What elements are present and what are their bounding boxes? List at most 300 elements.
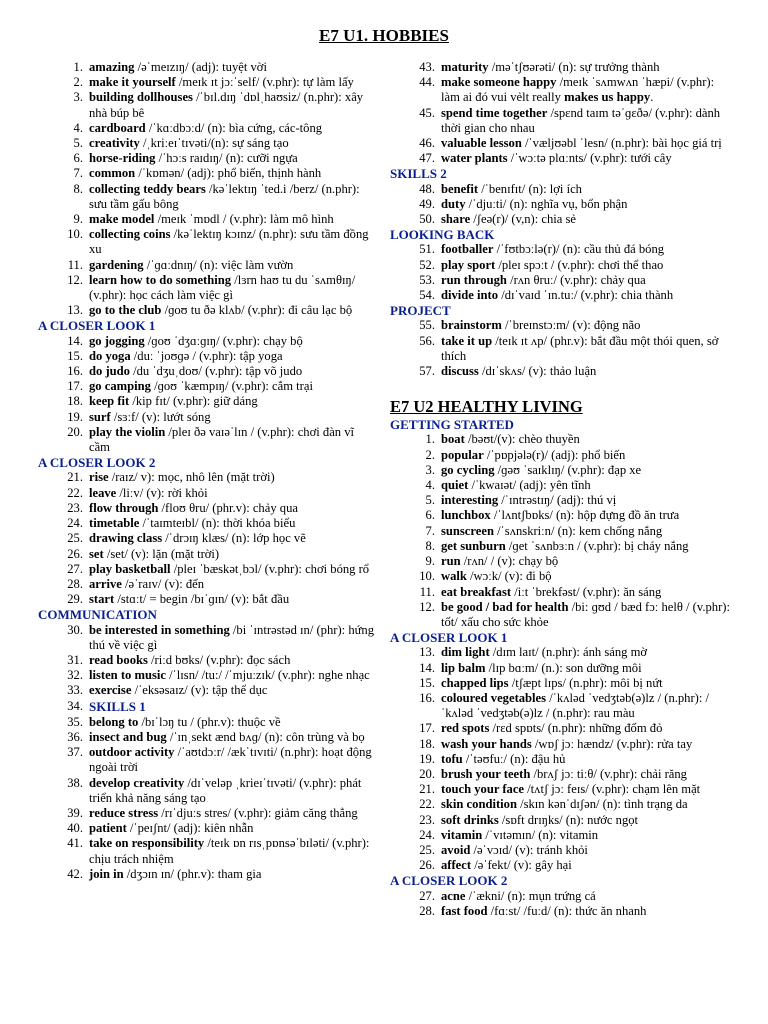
- entry-term: join in: [89, 866, 124, 881]
- page-title: E7 U1. HOBBIES: [319, 26, 449, 45]
- entry-body: [441, 508, 730, 523]
- entry-term: vitamin: [441, 827, 483, 842]
- entry-body: [441, 889, 730, 904]
- entry-number: 38.: [67, 775, 83, 790]
- entry-number: 22.: [419, 797, 435, 812]
- entry-term: leave: [89, 485, 117, 500]
- entry-number: 23.: [419, 812, 435, 827]
- vocab-entry: [38, 486, 378, 501]
- entry-number: 8.: [425, 538, 435, 553]
- vocab-entry: [390, 136, 730, 151]
- entry-definition: /məˈtʃʊərəti/ (n): sự trưởng thành: [488, 60, 660, 74]
- entry-number: 15.: [67, 348, 83, 363]
- vocab-entry: [38, 227, 378, 257]
- entry-body: [89, 516, 378, 531]
- entry-term: be interested in something: [89, 622, 230, 637]
- entry-number: 52.: [419, 257, 435, 272]
- entry-term: maturity: [441, 60, 489, 74]
- section-heading: SKILLS 2: [390, 166, 447, 182]
- entry-term: makes us happy: [564, 90, 651, 105]
- entry-term: lunchbox: [441, 508, 491, 523]
- entry-definition: /əˈvɔɪd/ (v): tránh khỏi: [470, 842, 588, 857]
- entry-body: [89, 470, 378, 485]
- entry-body: [441, 737, 730, 752]
- entry-definition: /ɡoʊ ˈkæmpɪŋ/ (v.phr): cắm trại: [150, 379, 313, 394]
- entry-definition: /ˈɪnˌsekt ænd bʌɡ/ (n): côn trùng và bọ: [166, 729, 365, 744]
- vocab-entry: [390, 767, 730, 782]
- entry-definition: /kip fɪt/ (v.phr): giữ dáng: [129, 394, 258, 409]
- entry-definition: /bi: ɡʊd / bæd fɔː helθ / (v.phr): tốt/ xấu cho sức khỏe: [441, 599, 730, 629]
- vocab-entry: [390, 106, 730, 136]
- entry-term: avoid: [441, 842, 471, 857]
- entry-definition: /dɪˈskʌs/ (v): thảo luận: [478, 364, 597, 379]
- entry-number: 40.: [67, 821, 83, 836]
- entry-term: eat breakfast: [441, 584, 512, 599]
- entry-definition: /rɪˈdjuːs stres/ (v.phr): giảm căng thẳng: [158, 805, 358, 820]
- entry-body: [441, 797, 730, 812]
- entry-term: fast food: [441, 903, 488, 918]
- entry-definition: /fɑːst/ /fuːd/ (n): thức ăn nhanh: [487, 903, 647, 918]
- entry-term: take it up: [441, 333, 493, 348]
- entry-definition: /iːt ˈbrekfəst/ (v.phr): ăn sáng: [511, 584, 662, 599]
- entry-body: [89, 90, 378, 120]
- entry-body: [441, 288, 730, 303]
- entry-body: [441, 813, 730, 828]
- entry-body: [441, 60, 730, 75]
- entry-definition: /ˈbreɪnstɔːm/ (v): động não: [501, 318, 641, 333]
- entry-term: play basketball: [89, 561, 171, 576]
- entry-term: chapped lips: [441, 675, 509, 690]
- vocab-entry: [390, 691, 730, 721]
- entry-definition: /sɒft drɪŋks/ (n): nước ngọt: [498, 812, 639, 827]
- entry-term: brush your teeth: [441, 766, 531, 781]
- vocab-entry: [38, 699, 378, 715]
- entry-term: brainstorm: [441, 318, 502, 333]
- entry-term: take on responsibility: [89, 836, 205, 851]
- entry-number: 2.: [73, 75, 83, 90]
- entry-number: 53.: [419, 272, 435, 287]
- entry-body: [441, 258, 730, 273]
- entry-number: 3.: [425, 462, 435, 477]
- entry-body: [441, 242, 730, 257]
- entry-number: 22.: [67, 485, 83, 500]
- entry-number: 24.: [419, 827, 435, 842]
- entry-term: valuable lesson: [441, 136, 522, 151]
- entry-definition: /ˈdrɔɪŋ klæs/ (n): lớp học vẽ: [162, 531, 306, 546]
- entry-term: exercise: [89, 683, 132, 698]
- entry-body: [89, 60, 378, 75]
- entry-number: 18.: [67, 394, 83, 409]
- entry-term: be good / bad for health: [441, 599, 569, 614]
- section-heading: A CLOSER LOOK 1: [390, 630, 508, 646]
- entry-definition: /set/ (v): lặn (mặt trời): [103, 546, 220, 561]
- entry-body: [89, 379, 378, 394]
- entry-definition: /tʃæpt lɪps/ (n.phr): môi bị nứt: [508, 675, 663, 690]
- entry-definition: /tʌtʃ jɔː feɪs/ (v.phr): chạm lên mặt: [524, 782, 701, 797]
- entry-number: 6.: [73, 151, 83, 166]
- entry-number: 10.: [67, 227, 83, 242]
- entry-term: tofu: [441, 751, 463, 766]
- vocab-entry: [38, 90, 378, 120]
- entry-definition: /ˈkɒmən/ (adj): phổ biến, thịnh hành: [135, 166, 322, 181]
- vocab-entry: [390, 478, 730, 493]
- entry-body: [441, 721, 730, 736]
- entry-number: 17.: [419, 721, 435, 736]
- entry-term: go to the club: [89, 303, 162, 318]
- entry-term: insect and bug: [89, 729, 167, 744]
- entry-body: [89, 715, 378, 730]
- entry-definition: /ʃeə(r)/ (v,n): chia sẻ: [470, 212, 576, 227]
- entry-term: coloured vegetables: [441, 690, 547, 705]
- entry-term: go jogging: [89, 333, 145, 348]
- entry-number: 31.: [67, 652, 83, 667]
- entry-term: start: [89, 592, 115, 607]
- entry-body: [89, 562, 378, 577]
- entry-definition: /ˈækni/ (n): mụn trứng cá: [465, 888, 596, 903]
- vocab-entry: [390, 676, 730, 691]
- entry-number: 27.: [419, 888, 435, 903]
- entry-number: 26.: [67, 546, 83, 561]
- entry-term: patient: [89, 821, 127, 836]
- vocab-entry: [38, 730, 378, 745]
- vocab-entry: [38, 836, 378, 866]
- entry-body: [89, 334, 378, 349]
- entry-body: [441, 645, 730, 660]
- entry-term: sunscreen: [441, 523, 494, 538]
- entry-number: 49.: [419, 196, 435, 211]
- entry-number: 16.: [419, 690, 435, 705]
- entry-definition: /ˈkɑːdbɔːd/ (n): bìa cứng, các-tông: [145, 120, 323, 135]
- entry-definition: /ˈbɪl.dɪŋ ˈdɒlˌhaʊsiz/ (n.phr): xây nhà búp bê: [89, 90, 364, 120]
- entry-body: [441, 676, 730, 691]
- vocab-entry: [38, 258, 378, 273]
- vocab-entry: [38, 592, 378, 607]
- vocab-entry: [390, 782, 730, 797]
- entry-body: [89, 486, 378, 501]
- vocab-entry: [38, 410, 378, 425]
- entry-definition: /ˈfʊtbɔːlə(r)/ (n): cầu thủ đá bóng: [493, 242, 665, 257]
- vocab-entry: [38, 121, 378, 136]
- entry-body: [89, 531, 378, 546]
- entry-definition: /bɪˈlɔŋ tu / (phr.v): thuộc về: [138, 714, 281, 729]
- entry-definition: /kəˈlektɪŋ ˈted.i /berz/ (n.phr): sưu tầm gấu bông: [89, 181, 360, 211]
- section-heading: A CLOSER LOOK 2: [390, 873, 508, 889]
- vocab-entry: [390, 813, 730, 828]
- entry-term: red spots: [441, 721, 490, 736]
- entry-term: creativity: [89, 136, 140, 151]
- entry-number: 36.: [67, 729, 83, 744]
- entry-body: [89, 303, 378, 318]
- entry-number: 51.: [419, 242, 435, 257]
- entry-definition: /dʒɔɪn ɪn/ (phr.v): tham gia: [123, 866, 262, 881]
- entry-definition: /rɛd spɒts/ (n.phr): những đốm đỏ: [489, 721, 663, 736]
- vocab-entry: [390, 737, 730, 752]
- vocab-entry: [38, 273, 378, 303]
- entry-term: surf: [89, 409, 111, 424]
- entry-number: 39.: [67, 805, 83, 820]
- entry-term: collecting coins: [89, 227, 171, 242]
- entry-term: common: [89, 166, 136, 181]
- entry-number: 12.: [67, 272, 83, 287]
- entry-term: popular: [441, 447, 484, 462]
- entry-definition: /ɡoʊ ˈdʒɑːɡɪŋ/ (v.phr): chạy bộ: [144, 333, 303, 348]
- entry-number: 19.: [67, 409, 83, 424]
- entry-body: [89, 273, 378, 303]
- vocab-entry: [390, 721, 730, 736]
- entry-definition: /ˈɡɑːdnɪŋ/ (n): việc làm vườn: [143, 257, 294, 272]
- vocab-entry: [38, 75, 378, 90]
- vocab-entry: [38, 425, 378, 455]
- entry-number: 17.: [67, 379, 83, 394]
- entry-definition: /ɡəʊ ˈsaɪklɪŋ/ (v.phr): đạp xe: [494, 462, 642, 477]
- vocab-entry: [38, 151, 378, 166]
- entry-number: 41.: [67, 836, 83, 851]
- entry-number: 28.: [419, 903, 435, 918]
- vocab-entry: [38, 349, 378, 364]
- entry-definition: /dɪˈveləp ˌkrieɪˈtɪvəti/ (v.phr): phát triển khả năng sáng tạo: [89, 775, 362, 805]
- vocab-entry: [38, 166, 378, 181]
- entry-definition: /ˈhɔːs raɪdɪŋ/ (n): cưỡi ngựa: [155, 151, 298, 166]
- entry-definition: /skɪn kənˈdɪʃən/ (n): tình trạng da: [516, 797, 688, 812]
- entry-number: 35.: [67, 714, 83, 729]
- section-heading: PROJECT: [390, 303, 451, 319]
- entry-definition: /teɪk ɪt ʌp/ (phr.v): bắt đầu một thói quen, sở thích: [441, 333, 719, 363]
- entry-definition: /wɔːk/ (v): đi bộ: [466, 569, 552, 584]
- entry-number: 14.: [67, 333, 83, 348]
- entry-number: 42.: [67, 866, 83, 881]
- entry-body: [89, 410, 378, 425]
- entry-body: [89, 121, 378, 136]
- entry-definition: /meɪk ˈsʌmwʌn ˈhæpi/ (v.phr): làm ai đó vui vẻlt really: [441, 75, 715, 105]
- entry-term: keep fit: [89, 394, 130, 409]
- entry-body: [441, 212, 730, 227]
- entry-term: touch your face: [441, 782, 525, 797]
- entry-number: 7.: [73, 166, 83, 181]
- entry-number: 54.: [419, 288, 435, 303]
- entry-definition: /ˈaʊtdɔːr/ /ækˈtɪvɪti/ (n.phr): hoạt động ngoài trời: [89, 745, 372, 775]
- entry-definition: /ˈvæljʊəbl ˈlesn/ (n.phr): bài học giá trị: [521, 136, 722, 151]
- entry-body: [89, 182, 378, 212]
- entry-number: 23.: [67, 500, 83, 515]
- entry-definition: /meɪk ɪt jɔːˈself/ (v.phr): tự làm lấy: [175, 75, 354, 90]
- vocab-entry: [38, 364, 378, 379]
- entry-body: [441, 904, 730, 919]
- vocab-entry: [38, 379, 378, 394]
- vocab-entry: [390, 904, 730, 919]
- entry-term: go camping: [89, 379, 151, 394]
- entry-number: 29.: [67, 592, 83, 607]
- entry-number: 8.: [73, 181, 83, 196]
- entry-number: 12.: [419, 599, 435, 614]
- vocab-entry: [390, 539, 730, 554]
- entry-definition: /rʌn θruː/ (v.phr): chảy qua: [506, 272, 646, 287]
- entry-definition: /ˈkʌləd ˈvedʒtəb(ə)lz / (n.phr): /ˈkʌləd ˈvedʒtəb(ə)lz / (n.phr): rau màu: [441, 690, 710, 721]
- entry-definition: /əˈmeɪzɪŋ/ (adj): tuyệt vời: [134, 60, 267, 74]
- entry-number: 19.: [419, 751, 435, 766]
- vocab-entry: [38, 501, 378, 516]
- entry-term: belong to: [89, 714, 139, 729]
- entry-term: spend time together: [441, 105, 548, 120]
- entry-number: 4.: [425, 478, 435, 493]
- entry-number: 9.: [425, 554, 435, 569]
- entry-number: 56.: [419, 333, 435, 348]
- entry-body: [89, 821, 378, 836]
- entry-number: 13.: [67, 303, 83, 318]
- unit-title: E7 U2 HEALTHY LIVING: [390, 397, 583, 417]
- vocab-entry: [38, 303, 378, 318]
- entry-definition: /ˈeksəsaɪz/ (v): tập thể dục: [131, 683, 268, 698]
- entry-number: 11.: [67, 257, 83, 272]
- entry-term: amazing: [89, 60, 135, 74]
- entry-term: acne: [441, 888, 466, 903]
- entry-term: run: [441, 554, 461, 569]
- entry-number: 46.: [419, 136, 435, 151]
- entry-term: flow through: [89, 500, 159, 515]
- entry-body: [89, 699, 378, 715]
- entry-body: [441, 478, 730, 493]
- entry-number: 37.: [67, 745, 83, 760]
- entry-definition: /raɪz/ v): mọc, nhô lên (mặt trời): [108, 470, 275, 485]
- entry-number: 21.: [419, 782, 435, 797]
- entry-body: [89, 394, 378, 409]
- vocab-entry: [390, 797, 730, 812]
- vocab-entry: [38, 547, 378, 562]
- entry-definition: /ɡet ˈsʌnbɜːn / (v.phr): bị cháy nắng: [505, 538, 689, 553]
- entry-term: cardboard: [89, 120, 146, 135]
- section-heading: COMMUNICATION: [38, 607, 157, 623]
- entry-number: 1.: [425, 432, 435, 447]
- entry-definition: /floʊ θru/ (phr.v): chảy qua: [158, 500, 298, 515]
- entry-number: 10.: [419, 569, 435, 584]
- entry-body: [441, 463, 730, 478]
- entry-term: share: [441, 212, 471, 227]
- section-heading: A CLOSER LOOK 2: [38, 455, 156, 471]
- entry-body: [441, 752, 730, 767]
- entry-term: benefit: [441, 181, 479, 196]
- entry-term: make it yourself: [89, 75, 176, 90]
- vocab-entry: [390, 752, 730, 767]
- entry-term: affect: [441, 858, 472, 873]
- entry-term: read books: [89, 652, 148, 667]
- entry-definition: /pleɪ ðə vaɪəˈlɪn / (v.phr): chơi đàn vĩ cầm: [89, 424, 355, 455]
- section-heading: SKILLS 1: [89, 698, 146, 714]
- entry-number: 33.: [67, 683, 83, 698]
- vocab-entry: [38, 653, 378, 668]
- vocab-entry: [38, 623, 378, 653]
- entry-term: timetable: [89, 516, 140, 531]
- vocab-entry: [38, 334, 378, 349]
- entry-number: 57.: [419, 364, 435, 379]
- entry-definition: /ˈdjuːti/ (n): nghĩa vụ, bổn phận: [465, 196, 628, 211]
- entry-number: 50.: [419, 212, 435, 227]
- entry-definition: /kəˈlektɪŋ kɔɪnz/ (n.phr): sưu tầm đồng xu: [89, 227, 369, 257]
- entry-term: develop creativity: [89, 775, 185, 790]
- entry-term: learn how to do something: [89, 272, 232, 287]
- entry-term: building dollhouses: [89, 90, 193, 105]
- entry-number: 47.: [419, 151, 435, 166]
- entry-body: [89, 136, 378, 151]
- entry-body: [89, 349, 378, 364]
- entry-definition: /du ˈdʒuˌdoʊ/ (v.phr): tập võ judo: [129, 364, 303, 379]
- entry-body: [441, 858, 730, 873]
- entry-body: [89, 745, 378, 775]
- entry-body: [89, 592, 378, 607]
- vocab-entry: [390, 524, 730, 539]
- entry-term: divide into: [441, 288, 499, 303]
- entry-body: [441, 106, 730, 136]
- entry-body: [441, 782, 730, 797]
- vocab-entry: [390, 448, 730, 463]
- entry-definition: /ˈlʌntʃbɒks/ (n): hộp đựng đồ ăn trưa: [490, 508, 680, 523]
- vocab-entry: [390, 889, 730, 904]
- vocab-entry: [38, 668, 378, 683]
- entry-body: [441, 493, 730, 508]
- entry-term: reduce stress: [89, 805, 159, 820]
- entry-definition: /ˈɪntrəstɪŋ/ (adj): thú vị: [498, 493, 617, 508]
- entry-definition: /wɒʃ jɔː hændz/ (v.phr): rửa tay: [531, 736, 693, 751]
- entry-body: [441, 334, 730, 364]
- entry-body: [89, 425, 378, 455]
- entry-definition: /duː ˈjoʊɡə / (v.phr): tập yoga: [130, 348, 283, 363]
- entry-body: [441, 828, 730, 843]
- entry-number: 48.: [419, 181, 435, 196]
- vocab-entry: [38, 516, 378, 531]
- entry-definition: /lɪp bɑːm/ (n.): son dưỡng môi: [485, 660, 642, 675]
- entry-body: [89, 364, 378, 379]
- entry-number: 9.: [73, 212, 83, 227]
- entry-term: water plants: [441, 151, 508, 166]
- vocab-entry: [390, 828, 730, 843]
- entry-definition: /teɪk ɒn rɪsˌpɒnsəˈbɪləti/ (v.phr): chịu trách nhiệm: [89, 836, 370, 866]
- vocab-entry: [390, 432, 730, 447]
- entry-definition: /ˈtaɪmteɪbl/ (n): thời khóa biểu: [139, 516, 296, 531]
- entry-number: 24.: [67, 516, 83, 531]
- entry-definition: /stɑːt/ = begin /bɪˈɡɪn/ (v): bắt đầu: [114, 592, 290, 607]
- entry-number: 2.: [425, 447, 435, 462]
- vocab-entry: [390, 585, 730, 600]
- entry-number: 13.: [419, 645, 435, 660]
- entry-term: drawing class: [89, 531, 163, 546]
- vocab-entry: [38, 776, 378, 806]
- entry-definition: /bəʊt/(v): chèo thuyền: [464, 432, 580, 447]
- entry-number: 18.: [419, 736, 435, 751]
- entry-definition: .: [650, 90, 654, 105]
- entry-body: [441, 569, 730, 584]
- vocab-entry: [390, 858, 730, 873]
- vocab-entry: [390, 493, 730, 508]
- entry-definition: /spɛnd taɪm təˈɡɛðə/ (v.phr): dành thời gian cho nhau: [441, 105, 721, 135]
- vocab-entry: [390, 182, 730, 197]
- entry-body: [441, 539, 730, 554]
- vocab-entry: [390, 554, 730, 569]
- entry-body: [89, 75, 378, 90]
- entry-definition: /əˈraɪv/ (v): đến: [121, 576, 205, 591]
- entry-number: 27.: [67, 561, 83, 576]
- entry-definition: /ˈpɒpjələ(r)/ (adj): phổ biến: [483, 447, 626, 462]
- entry-body: [89, 836, 378, 866]
- vocab-entry: [390, 60, 730, 75]
- entry-definition: /ˈlɪsn/ /tu:/ /ˈmjuːzɪk/ (v.phr): nghe nhạc: [165, 668, 370, 683]
- entry-body: [441, 448, 730, 463]
- vocab-entry: [38, 577, 378, 592]
- entry-number: 25.: [67, 531, 83, 546]
- entry-number: 34.: [67, 698, 83, 713]
- entry-term: collecting teddy bears: [89, 181, 206, 196]
- section-heading: LOOKING BACK: [390, 227, 495, 243]
- entry-body: [89, 212, 378, 227]
- entry-term: skin condition: [441, 797, 517, 812]
- entry-term: quiet: [441, 478, 469, 493]
